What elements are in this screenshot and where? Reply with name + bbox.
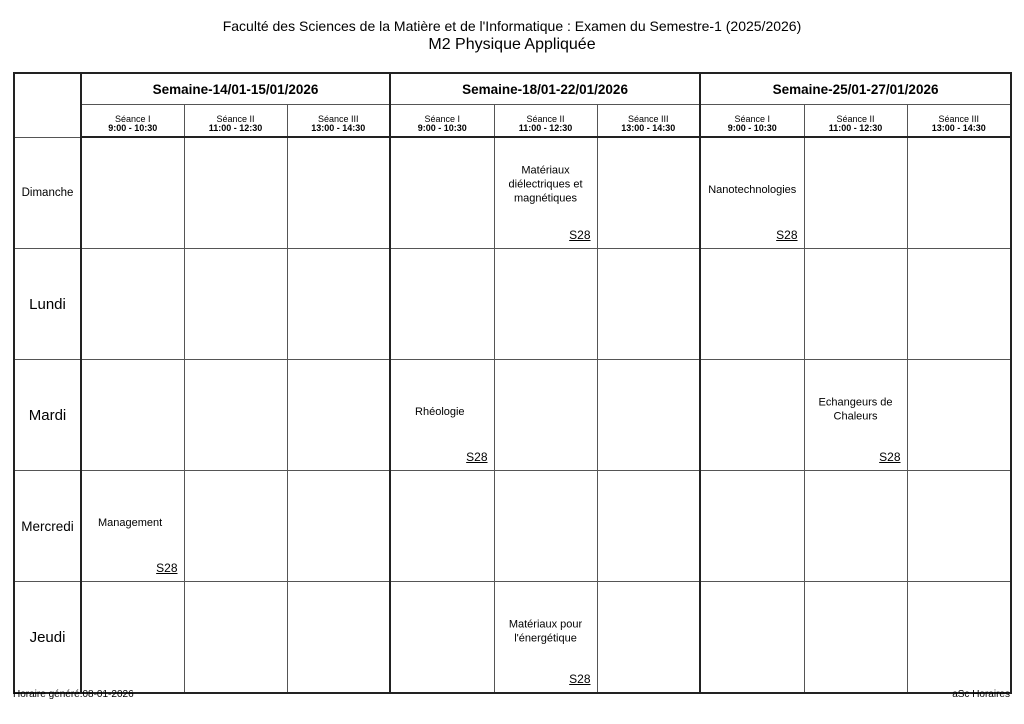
page-title — [0, 18, 1024, 54]
slot-cell — [81, 249, 184, 360]
slot-cell — [494, 360, 597, 471]
slot-cell — [700, 249, 804, 360]
exam-cell — [494, 582, 597, 694]
seance-header: Séance III 13:00 - 14:30 — [597, 105, 700, 138]
day-label-jeudi: Jeudi — [14, 582, 81, 694]
slot-cell — [287, 360, 390, 471]
seance-header: Séance III 13:00 - 14:30 — [287, 105, 390, 138]
slot-cell — [700, 360, 804, 471]
slot-cell — [184, 360, 287, 471]
slot-cell — [907, 249, 1011, 360]
slot-cell — [907, 471, 1011, 582]
title-line-1: Faculté des Sciences de la Matière et de l'Informatique : Examen du Semestre-1 (2025/2026) — [222, 18, 802, 34]
exam-course: Rhéologie — [415, 406, 465, 419]
slot-cell — [700, 471, 804, 582]
seance-header: Séance III 13:00 - 14:30 — [907, 105, 1011, 138]
exam-room: S28 — [776, 228, 798, 242]
week-header-1: Semaine-14/01-15/01/2026 — [81, 73, 390, 105]
exam-course: Nanotechnologies — [708, 184, 797, 197]
seance-header: Séance II 11:00 - 12:30 — [494, 105, 597, 138]
exam-cell — [804, 360, 907, 471]
slot-cell — [804, 249, 907, 360]
exam-room: S28 — [156, 561, 178, 575]
slot-cell — [287, 471, 390, 582]
slot-cell — [81, 582, 184, 694]
slot-cell — [184, 249, 287, 360]
seance-header: Séance II 11:00 - 12:30 — [184, 105, 287, 138]
exam-room: S28 — [879, 450, 901, 464]
exam-cell — [81, 471, 184, 582]
exam-course: Management — [98, 517, 163, 530]
slot-cell — [494, 249, 597, 360]
generated-date: Horaire généré:08-01-2026 — [13, 689, 134, 700]
slot-cell — [907, 137, 1011, 249]
slot-cell — [597, 249, 700, 360]
slot-cell — [390, 582, 494, 694]
exam-course: Matériaux pour l'énergétique — [508, 618, 583, 645]
day-label-dimanche: Dimanche — [14, 137, 81, 249]
slot-cell — [287, 582, 390, 694]
exam-timetable — [13, 72, 1012, 694]
slot-cell — [81, 360, 184, 471]
slot-cell — [597, 582, 700, 694]
slot-cell — [907, 360, 1011, 471]
slot-cell — [700, 582, 804, 694]
exam-room: S28 — [569, 672, 591, 686]
exam-room: S28 — [569, 228, 591, 242]
seance-header: Séance I 9:00 - 10:30 — [700, 105, 804, 138]
slot-cell — [597, 471, 700, 582]
day-row-mercredi — [14, 471, 1011, 582]
slot-cell — [494, 471, 597, 582]
slot-cell — [81, 137, 184, 249]
slot-cell — [184, 137, 287, 249]
corner-cell — [14, 73, 81, 137]
software-credit: aSc Horaires — [952, 689, 1010, 700]
slot-cell — [390, 249, 494, 360]
slot-cell — [390, 137, 494, 249]
day-row-jeudi — [14, 582, 1011, 694]
week-header-3: Semaine-25/01-27/01/2026 — [700, 73, 1011, 105]
slot-cell — [287, 249, 390, 360]
slot-cell — [804, 471, 907, 582]
day-row-mardi — [14, 360, 1011, 471]
seance-header: Séance II 11:00 - 12:30 — [804, 105, 907, 138]
day-row-dimanche — [14, 137, 1011, 249]
slot-cell — [804, 137, 907, 249]
day-row-lundi — [14, 249, 1011, 360]
week-header-2: Semaine-18/01-22/01/2026 — [390, 73, 700, 105]
seance-header: Séance I 9:00 - 10:30 — [390, 105, 494, 138]
seance-header: Séance I 9:00 - 10:30 — [81, 105, 184, 138]
slot-cell — [287, 137, 390, 249]
exam-cell — [494, 137, 597, 249]
exam-course: Matériaux diélectriques et magnétiques — [508, 164, 583, 205]
day-label-lundi: Lundi — [14, 249, 81, 360]
title-line-2: M2 Physique Appliquée — [428, 36, 596, 53]
day-label-mardi: Mardi — [14, 360, 81, 471]
day-label-mercredi: Mercredi — [14, 471, 81, 582]
slot-cell — [597, 137, 700, 249]
slot-cell — [184, 471, 287, 582]
slot-cell — [184, 582, 287, 694]
exam-course: Echangeurs de Chaleurs — [818, 396, 893, 423]
exam-cell — [390, 360, 494, 471]
exam-room: S28 — [466, 450, 488, 464]
slot-cell — [597, 360, 700, 471]
slot-cell — [907, 582, 1011, 694]
slot-cell — [804, 582, 907, 694]
slot-cell — [390, 471, 494, 582]
exam-cell — [700, 137, 804, 249]
